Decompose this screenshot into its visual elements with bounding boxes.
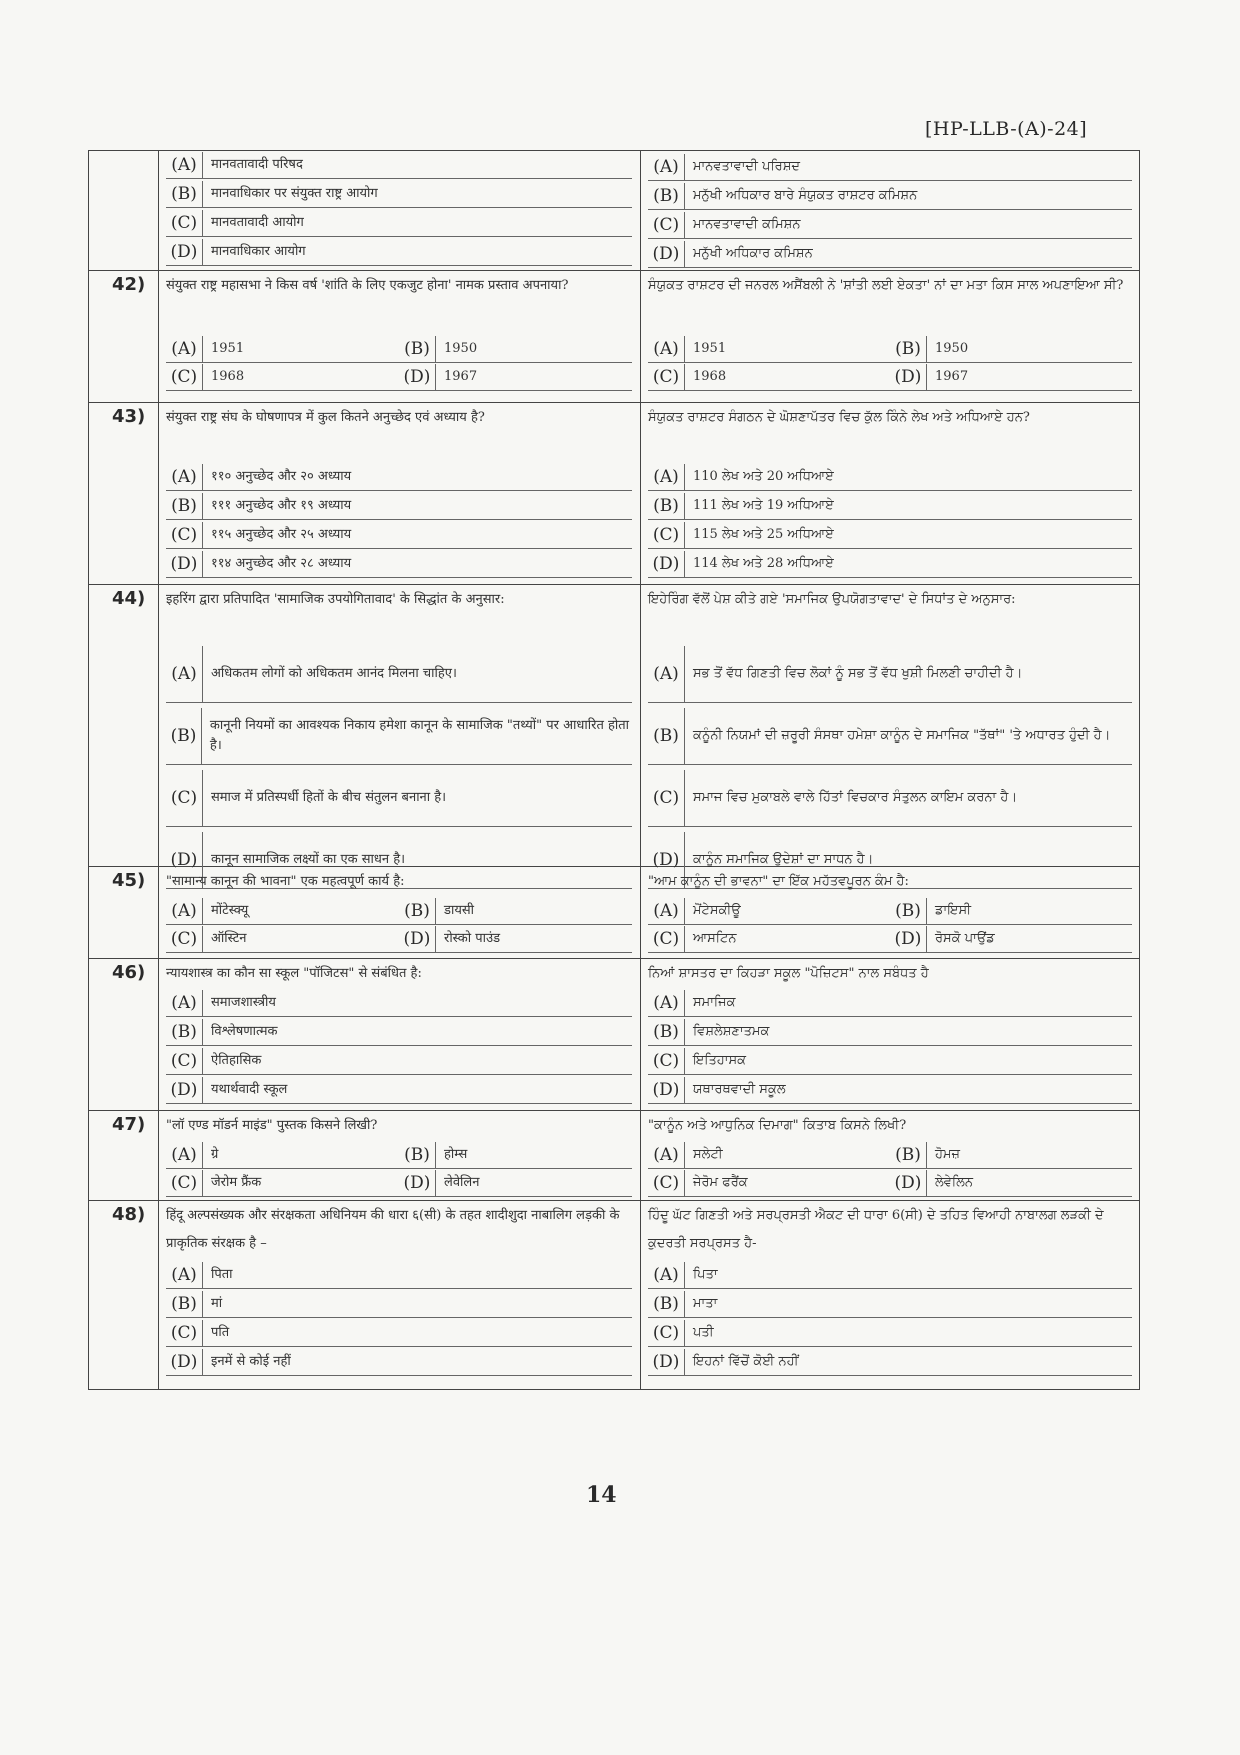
q1-hi-opt-3	[166, 551, 632, 578]
q45)-pa-a	[648, 898, 890, 925]
option-label: (A)	[166, 336, 203, 362]
option-label: (D)	[648, 241, 685, 267]
option-text: कानून सामाजिक लक्ष्यों का एक साधन है।	[211, 852, 406, 867]
option-text: ਜੇਰੋਮ ਫਰੈਂਕ	[693, 1175, 748, 1190]
option-label: (C)	[166, 210, 203, 236]
question-text-hi: संयुक्त राष्ट्र संघ के घोषणापत्र में कुल कितने अनुच्छेद एवं अध्याय है?	[166, 410, 485, 425]
question-number: 48)	[112, 1204, 146, 1225]
q42)-pa-c	[648, 364, 890, 391]
q47)-hi-b	[399, 1142, 632, 1169]
option-text: ਮੋਂਟੇਸਕੀਊ	[693, 903, 741, 918]
option-text: ਮਨੁੱਖੀ ਅਧਿਕਾਰ ਕਮਿਸ਼ਨ	[693, 246, 813, 261]
option-label: (C)	[166, 364, 203, 390]
q41-pa-opt-1	[648, 183, 1132, 210]
option-text: डायसी	[444, 903, 475, 918]
q2-pa-opt-2	[648, 770, 1132, 827]
option-label: (C)	[648, 212, 685, 238]
option-label: (A)	[648, 898, 685, 924]
question-number: 45)	[112, 870, 146, 891]
q2-hi-opt-2	[166, 770, 632, 827]
rule-mid	[640, 150, 641, 1390]
option-text: ਵਿਸ਼ਲੇਸ਼ਣਾਤਮਕ	[693, 1024, 770, 1039]
question-number: 44)	[112, 588, 146, 609]
option-text: समाजशास्त्रीय	[211, 995, 276, 1010]
option-text: ਮਾਨਵਤਾਵਾਦੀ ਕਮਿਸ਼ਨ	[693, 217, 801, 232]
option-text: ਮਾਤਾ	[693, 1296, 718, 1311]
q47)-pa-d	[890, 1170, 1132, 1197]
q1-pa-opt-2	[648, 522, 1132, 549]
option-label: (B)	[166, 708, 202, 764]
option-label: (C)	[648, 770, 685, 826]
q6-pa-opt-1	[648, 1291, 1132, 1318]
option-label: (B)	[648, 1019, 685, 1045]
option-text: ਕਾਨੂੰਨ ਸਮਾਜਿਕ ਉਦੇਸ਼ਾਂ ਦਾ ਸਾਧਨ ਹੈ।	[693, 852, 874, 867]
option-label: (A)	[166, 464, 203, 490]
option-text: ਕਨੂੰਨੀ ਨਿਯਮਾਂ ਦੀ ਜ਼ਰੂਰੀ ਸੰਸਥਾ ਹਮੇਸ਼ਾ ਕਾਨੂੰਨ ਦੇ ਸਮਾਜਿਕ "ਤੱਥਾਂ" 'ਤੇ ਅਧਾਰਤ ਹੁੰਦੀ ਹੈ।	[693, 728, 1111, 743]
option-text: ਸਭ ਤੋਂ ਵੱਧ ਗਿਣਤੀ ਵਿਚ ਲੋਕਾਂ ਨੂੰ ਸਭ ਤੋਂ ਵੱਧ ਖੁਸ਼ੀ ਮਿਲਣੀ ਚਾਹੀਦੀ ਹੈ।	[693, 666, 1023, 681]
option-text: 1950	[935, 341, 969, 356]
q6-hi-opt-0	[166, 1262, 632, 1289]
option-label: (C)	[166, 1048, 203, 1074]
option-label: (A)	[166, 1142, 203, 1168]
option-text: ਸਮਾਜ ਵਿਚ ਮੁਕਾਬਲੇ ਵਾਲੇ ਹਿੱਤਾਂ ਵਿਚਕਾਰ ਸੰਤੁਲਨ ਕਾਇਮ ਕਰਨਾ ਹੈ।	[693, 790, 1018, 805]
option-text: पति	[211, 1325, 230, 1340]
option-text: ग्रे	[211, 1147, 219, 1162]
option-label: (C)	[648, 1170, 685, 1196]
option-text: विश्लेषणात्मक	[211, 1024, 278, 1039]
option-text: ਰੋਸਕੋ ਪਾਉਂਡ	[935, 931, 995, 946]
option-label: (C)	[648, 522, 685, 548]
question-text-hi: इहरिंग द्वारा प्रतिपादित 'सामाजिक उपयोगितावाद' के सिद्धांत के अनुसार:	[166, 592, 505, 607]
option-label: (B)	[399, 1142, 436, 1168]
option-text: मोंटेस्क्यू	[211, 903, 249, 918]
q47)-hi-c	[166, 1170, 399, 1197]
option-text: 1968	[211, 369, 245, 384]
option-label: (A)	[648, 464, 685, 490]
question-text-hi: "लॉ एण्ड मॉडर्न माइंड" पुस्तक किसने लिखी?	[166, 1118, 378, 1133]
option-label: (D)	[890, 1170, 927, 1196]
option-text: लेवेलिन	[444, 1175, 480, 1190]
option-text: ਮਨੁੱਖੀ ਅਧਿਕਾਰ ਬਾਰੇ ਸੰਯੁਕਤ ਰਾਸ਼ਟਰ ਕਮਿਸ਼ਨ	[693, 188, 918, 203]
option-text: 115 ਲੇਖ ਅਤੇ 25 ਅਧਿਆਏ	[693, 527, 834, 542]
option-label: (B)	[399, 336, 436, 362]
option-text: समाज में प्रतिस्पर्धी हितों के बीच संतुलन बनाना है।	[211, 790, 447, 805]
option-label: (A)	[166, 898, 203, 924]
q6-hi-opt-2	[166, 1320, 632, 1347]
q45)-pa-d	[890, 926, 1132, 953]
option-text: जेरोम फ्रैंक	[211, 1175, 262, 1190]
option-text: 1951	[211, 341, 245, 356]
q4-pa-opt-2	[648, 1048, 1132, 1075]
q41-hi-opt-1	[166, 181, 632, 208]
option-text: ਹੋਮਜ਼	[935, 1147, 961, 1162]
q4-pa-opt-3	[648, 1077, 1132, 1104]
option-label: (B)	[890, 898, 927, 924]
q45)-pa-b	[890, 898, 1132, 925]
question-text-pa: ਸੰਯੁਕਤ ਰਾਸ਼ਟਰ ਦੀ ਜਨਰਲ ਅਸੈਂਬਲੀ ਨੇ 'ਸ਼ਾਂਤੀ ਲਈ ਏਕਤਾ' ਨਾਂ ਦਾ ਮਤਾ ਕਿਸ ਸਾਲ ਅਪਣਾਇਆ ਸੀ?	[648, 278, 1124, 293]
q47)-hi-d	[399, 1170, 632, 1197]
option-label: (C)	[166, 522, 203, 548]
sep-43	[88, 402, 1140, 403]
q47)-hi-a	[166, 1142, 399, 1169]
q41-pa-opt-2	[648, 212, 1132, 239]
option-label: (B)	[399, 898, 436, 924]
option-text: 1968	[693, 369, 727, 384]
option-label: (C)	[648, 364, 685, 390]
option-text: पिता	[211, 1267, 233, 1282]
option-label: (B)	[648, 183, 685, 209]
option-label: (A)	[648, 1262, 685, 1288]
q1-pa-opt-3	[648, 551, 1132, 578]
option-text: ऑस्टिन	[211, 931, 247, 946]
option-label: (D)	[648, 1349, 685, 1375]
option-label: (C)	[166, 926, 203, 952]
option-label: (C)	[648, 926, 685, 952]
sep-46	[88, 958, 1140, 959]
option-label: (B)	[648, 708, 685, 764]
question-number: 47)	[112, 1114, 146, 1135]
option-label: (D)	[166, 1077, 203, 1103]
q41-hi-opt-3	[166, 239, 632, 266]
option-label: (D)	[166, 832, 203, 888]
option-text: ਇਤਿਹਾਸਕ	[693, 1053, 747, 1068]
option-text: ११५ अनुच्छेद और २५ अध्याय	[211, 527, 352, 542]
option-label: (D)	[648, 551, 685, 577]
sep-44	[88, 584, 1140, 585]
page-number: 14	[586, 1482, 617, 1508]
option-label: (A)	[648, 336, 685, 362]
option-text: ११० अनुच्छेद और २० अध्याय	[211, 469, 352, 484]
q45)-hi-b	[399, 898, 632, 925]
q45)-pa-c	[648, 926, 890, 953]
q4-pa-opt-1	[648, 1019, 1132, 1046]
option-label: (C)	[166, 1320, 203, 1346]
rule-right	[1139, 150, 1140, 1390]
q2-hi-opt-0	[166, 646, 632, 703]
option-text: ११४ अनुच्छेद और २८ अध्याय	[211, 556, 352, 571]
q6-hi-opt-3	[166, 1349, 632, 1376]
q1-pa-opt-1	[648, 493, 1132, 520]
q42)-hi-a	[166, 336, 399, 363]
option-text: 1950	[444, 341, 478, 356]
option-text: मां	[211, 1296, 223, 1311]
question-sheet	[88, 150, 1140, 1390]
option-label: (A)	[648, 646, 685, 702]
q1-hi-opt-2	[166, 522, 632, 549]
q47)-pa-a	[648, 1142, 890, 1169]
option-label: (A)	[648, 1142, 685, 1168]
option-text: मानवतावादी आयोग	[211, 215, 304, 230]
q42)-pa-d	[890, 364, 1132, 391]
sep-48	[88, 1200, 1140, 1201]
option-label: (B)	[648, 493, 685, 519]
question-text-pa: ਹਿੰਦੂ ਘੱਟ ਗਿਣਤੀ ਅਤੇ ਸਰਪ੍ਰਸਤੀ ਐਕਟ ਦੀ ਧਾਰਾ 6(ਸੀ) ਦੇ ਤਹਿਤ ਵਿਆਹੀ ਨਾਬਾਲਗ ਲੜਕੀ ਦੇ ਕੁਦਰਤੀ ਸਰਪ੍ਰਸਤ ਹੈ-	[648, 1208, 1104, 1251]
option-label: (B)	[890, 336, 927, 362]
q41-pa-opt-3	[648, 241, 1132, 268]
option-text: मानवाधिकार पर संयुक्त राष्ट्र आयोग	[211, 186, 378, 201]
rule-left	[88, 150, 89, 1390]
rule-num	[158, 150, 159, 1390]
option-label: (C)	[166, 770, 203, 826]
q4-hi-opt-2	[166, 1048, 632, 1075]
question-text-pa: ਸੰਯੁਕਤ ਰਾਸ਼ਟਰ ਸੰਗਠਨ ਦੇ ਘੋਸ਼ਣਾਪੱਤਰ ਵਿਚ ਕੁੱਲ ਕਿੰਨੇ ਲੇਖ ਅਤੇ ਅਧਿਆਏ ਹਨ?	[648, 410, 1030, 425]
question-text-hi: न्यायशास्त्र का कौन सा स्कूल "पॉजिटस" से संबंधित है:	[166, 966, 422, 981]
option-label: (D)	[648, 1077, 685, 1103]
q4-hi-opt-3	[166, 1077, 632, 1104]
q42)-pa-a	[648, 336, 890, 363]
q42)-hi-d	[399, 364, 632, 391]
option-label: (D)	[648, 832, 685, 888]
option-label: (A)	[166, 1262, 203, 1288]
option-text: 110 ਲੇਖ ਅਤੇ 20 ਅਧਿਆਏ	[693, 469, 834, 484]
option-text: अधिकतम लोगों को अधिकतम आनंद मिलना चाहिए।	[211, 666, 457, 681]
option-text: ਮਾਨਵਤਾਵਾਦੀ ਪਰਿਸ਼ਦ	[693, 159, 800, 174]
option-label: (D)	[890, 926, 927, 952]
option-label: (D)	[166, 551, 203, 577]
option-text: ऐतिहासिक	[211, 1053, 262, 1068]
option-text: मानवतावादी परिषद	[211, 157, 303, 172]
option-label: (B)	[166, 493, 203, 519]
q41-pa-opt-0	[648, 154, 1132, 181]
q2-pa-opt-0	[648, 646, 1132, 703]
q4-hi-opt-0	[166, 990, 632, 1017]
question-text-hi: संयुक्त राष्ट्र महासभा ने किस वर्ष 'शांति के लिए एकजुट होना' नामक प्रस्ताव अपनाया?	[166, 278, 569, 293]
q1-pa-opt-0	[648, 464, 1132, 491]
option-text: 111 ਲੇਖ ਅਤੇ 19 ਅਧਿਆਏ	[693, 498, 834, 513]
option-text: कानूनी नियमों का आवश्यक निकाय हमेशा कानून के सामाजिक "तथ्यों" पर आधारित होता है।	[209, 718, 630, 753]
option-label: (B)	[166, 1019, 203, 1045]
q41-hi-opt-0	[166, 152, 632, 179]
question-text-hi: "सामान्य कानून की भावना" एक महत्वपूर्ण कार्य है:	[166, 874, 405, 889]
option-text: ਲੇਵੇਲਿਨ	[935, 1175, 974, 1190]
option-label: (D)	[890, 364, 927, 390]
option-label: (D)	[166, 1349, 203, 1375]
option-text: ਯਥਾਰਥਵਾਦੀ ਸਕੂਲ	[693, 1082, 786, 1097]
option-label: (D)	[166, 239, 203, 265]
option-label: (A)	[648, 990, 685, 1016]
option-text: ਪਤੀ	[693, 1325, 714, 1340]
q45)-hi-d	[399, 926, 632, 953]
option-text: ਸਲੇਟੀ	[693, 1147, 723, 1162]
option-text: १११ अनुच्छेद और १९ अध्याय	[211, 498, 352, 513]
q47)-pa-c	[648, 1170, 890, 1197]
option-label: (A)	[166, 990, 203, 1016]
option-label: (A)	[648, 154, 685, 180]
option-label: (C)	[166, 1170, 203, 1196]
option-label: (D)	[399, 364, 436, 390]
q45)-hi-c	[166, 926, 399, 953]
option-text: 1967	[935, 369, 969, 384]
q47)-pa-b	[890, 1142, 1132, 1169]
question-number: 42)	[112, 274, 146, 295]
rule-bottom	[88, 1389, 1140, 1390]
option-text: 114 ਲੇਖ ਅਤੇ 28 ਅਧਿਆਏ	[693, 556, 834, 571]
sep-42	[88, 270, 1140, 271]
q2-hi-opt-1	[166, 708, 632, 765]
option-label: (B)	[166, 181, 203, 207]
q42)-hi-b	[399, 336, 632, 363]
option-label: (A)	[166, 152, 203, 178]
option-label: (A)	[166, 646, 203, 702]
q6-pa-opt-3	[648, 1349, 1132, 1376]
option-label: (C)	[648, 1320, 685, 1346]
question-number: 46)	[112, 962, 146, 983]
q45)-hi-a	[166, 898, 399, 925]
option-text: 1951	[693, 341, 727, 356]
option-text: ਆਸਟਿਨ	[693, 931, 737, 946]
q4-hi-opt-1	[166, 1019, 632, 1046]
q1-hi-opt-1	[166, 493, 632, 520]
q42)-pa-b	[890, 336, 1132, 363]
option-text: रोस्को पाउंड	[444, 931, 501, 946]
sep-47	[88, 1110, 1140, 1111]
q42)-hi-c	[166, 364, 399, 391]
q4-pa-opt-0	[648, 990, 1132, 1017]
question-text-pa: "ਆਮ ਕਾਨੂੰਨ ਦੀ ਭਾਵਨਾ" ਦਾ ਇੱਕ ਮਹੱਤਵਪੂਰਨ ਕੰਮ ਹੈ:	[648, 874, 909, 889]
option-label: (B)	[166, 1291, 203, 1317]
question-number: 43)	[112, 406, 146, 427]
option-text: यथार्थवादी स्कूल	[211, 1082, 288, 1097]
question-text-pa: "ਕਾਨੂੰਨ ਅਤੇ ਆਧੁਨਿਕ ਦਿਮਾਗ" ਕਿਤਾਬ ਕਿਸਨੇ ਲਿਖੀ?	[648, 1118, 907, 1133]
option-text: 1967	[444, 369, 478, 384]
option-text: इनमें से कोई नहीं	[211, 1354, 291, 1369]
paper-code: [HP-LLB-(A)-24]	[925, 118, 1088, 140]
rule-top	[88, 150, 1140, 151]
q6-hi-opt-1	[166, 1291, 632, 1318]
option-text: ਇਹਨਾਂ ਵਿੱਚੋਂ ਕੋਈ ਨਹੀਂ	[693, 1354, 799, 1369]
question-text-hi: हिंदू अल्पसंख्यक और संरक्षकता अधिनियम की धारा ६(सी) के तहत शादीशुदा नाबालिग लड़की के प्राकृतिक संरक्षक है –	[166, 1208, 620, 1251]
option-text: होम्स	[444, 1147, 468, 1162]
question-text-pa: ਨਿਆਂ ਸ਼ਾਸਤਰ ਦਾ ਕਿਹੜਾ ਸਕੂਲ "ਪੋਜ਼ਿਟਸ" ਨਾਲ ਸਬੰਧਤ ਹੈ	[648, 966, 929, 981]
option-label: (C)	[648, 1048, 685, 1074]
option-label: (B)	[648, 1291, 685, 1317]
option-text: ਸਮਾਜਿਕ	[693, 995, 736, 1010]
option-text: मानवाधिकार आयोग	[211, 244, 306, 259]
option-label: (B)	[890, 1142, 927, 1168]
q1-hi-opt-0	[166, 464, 632, 491]
q41-hi-opt-2	[166, 210, 632, 237]
option-label: (D)	[399, 1170, 436, 1196]
option-label: (D)	[399, 926, 436, 952]
q2-pa-opt-1	[648, 708, 1132, 765]
q6-pa-opt-2	[648, 1320, 1132, 1347]
option-text: ਡਾਇਸੀ	[935, 903, 972, 918]
q6-pa-opt-0	[648, 1262, 1132, 1289]
question-text-pa: ਇਹੇਰਿੰਗ ਵੱਲੋਂ ਪੇਸ਼ ਕੀਤੇ ਗਏ 'ਸਮਾਜਿਕ ਉਪਯੋਗਤਾਵਾਦ' ਦੇ ਸਿਧਾਂਤ ਦੇ ਅਨੁਸਾਰ:	[648, 592, 1016, 607]
option-text: ਪਿਤਾ	[693, 1267, 718, 1282]
